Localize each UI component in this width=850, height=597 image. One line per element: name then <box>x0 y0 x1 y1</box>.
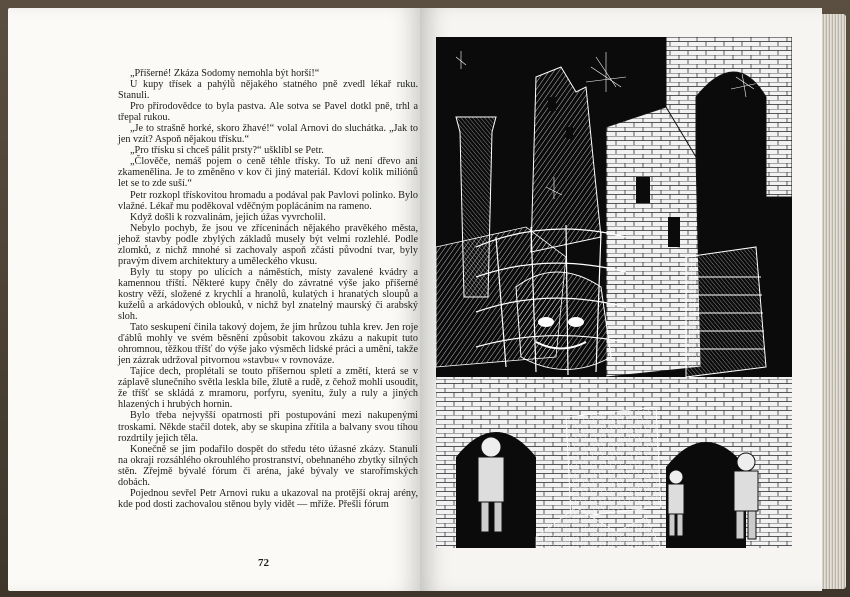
paragraph: „Je to strašně horké, skoro žhavé!“ volal Arnovi do sluchátka. „Jak to jen vzít? Aspoň nějakou třísku.“ <box>118 123 418 146</box>
stairs <box>686 247 766 377</box>
paragraph: U kupy třísek a pahýlů nějakého statného pně zvedl lékař ruku. Stanuli. <box>118 79 418 102</box>
paragraph: „Pro třísku si chceš pálit prsty?“ ušklíbl se Petr. <box>130 145 324 157</box>
paragraph: Tajíce dech, proplétali se touto příšernou spletí a změtí, která se v záplavě slunečního světla leskla bíle, žlutě a rudě, z čehož mohli usoudit, že tříšť se skládá z mramoru, porfyru, syenitu, žuly a ruly a jiných hlazených i hrubých hornin. <box>118 366 418 411</box>
paragraph: Pro přírodovědce to byla pastva. Ale sotva se Pavel dotkl pně, trhl a třepal rukou. <box>118 101 418 124</box>
paragraph: Nebylo pochyb, že jsou ve zříceninách nějakého pravěkého města, jehož stavby podle zbylých základů musely být velmi rozlehlé. Podle zlomků, z nichž mnohé si zachovaly aspoň zčásti původní tvar, byly pravým divem architektury a uměleckého vkusu. <box>118 222 418 267</box>
paragraph: Tato seskupení činila takový dojem, že jim hrůzou tuhla krev. Jen roje ďáblů mohly ve svém běsnění způsobit takovou zkázu a nakupit tuto ohromnou, těžkou tříšť do výše jako výsměch lidské práci a umění, takže jen zázrak udržoval pitvornou »stavbu« v rovnováze. <box>118 322 418 367</box>
page-edges <box>822 14 846 589</box>
paragraph: Byly tu stopy po ulicích a náměstích, místy zavalené kvádry a kamennou tříští. Některé kupy čněly do závratné výše jako příšerné kostry věží, složené z krychlí a hranolů, kulatých i hranatých sloupů a kuželů a arkádových oblouků, v nichž byl znatelný maurský či arabský sloh. <box>118 266 418 323</box>
paragraph: Pojednou sevřel Petr Arnovi ruku a ukazoval na protější okraj arény, kde pod dosti zachovalou stěnou byly vidět — mříže. Přešli fórum <box>118 487 418 510</box>
ruins-illustration <box>436 37 792 548</box>
paragraph: Bylo třeba nejvyšší opatrnosti při postupování mezi nakupenými troskami. Někde stačil dotek, aby se skupina zřítila a balvany svou tíhou rozdrtily jejich těla. <box>118 410 418 444</box>
paragraph: Petr rozkopl třískovitou hromadu a podával pak Pavlovi polínko. Bylo vlažné. Lékař mu poděkoval vděčným poplácáním na rameno. <box>118 189 418 212</box>
page-number: 72 <box>258 557 269 569</box>
body-text <box>118 68 418 510</box>
paragraph: Když došli k rozvalinám, jejich úžas vyvrcholil. <box>130 211 326 223</box>
ruins-drawing <box>436 37 792 548</box>
paragraph: „Člověče, nemáš pojem o ceně téhle třísky. To už není dřevo ani zkamenělina. Je to změněno v kov či jiný materiál. Kdoví kolik miliónů let se to zde suší.“ <box>118 156 418 190</box>
paragraph: „Příšerné! Zkáza Sodomy nemohla být horší!“ <box>130 68 320 79</box>
paragraph: Konečně se jim podařilo dospět do středu této úžasné zkázy. Stanuli na okraji rozsáhlého okrouhlého prostranství, obehnaného zbytky silných stěn. Zřejmě bývalé fórum či aréna, jaké bývaly ve starořímských dobách. <box>118 443 418 488</box>
left-page <box>8 8 420 591</box>
